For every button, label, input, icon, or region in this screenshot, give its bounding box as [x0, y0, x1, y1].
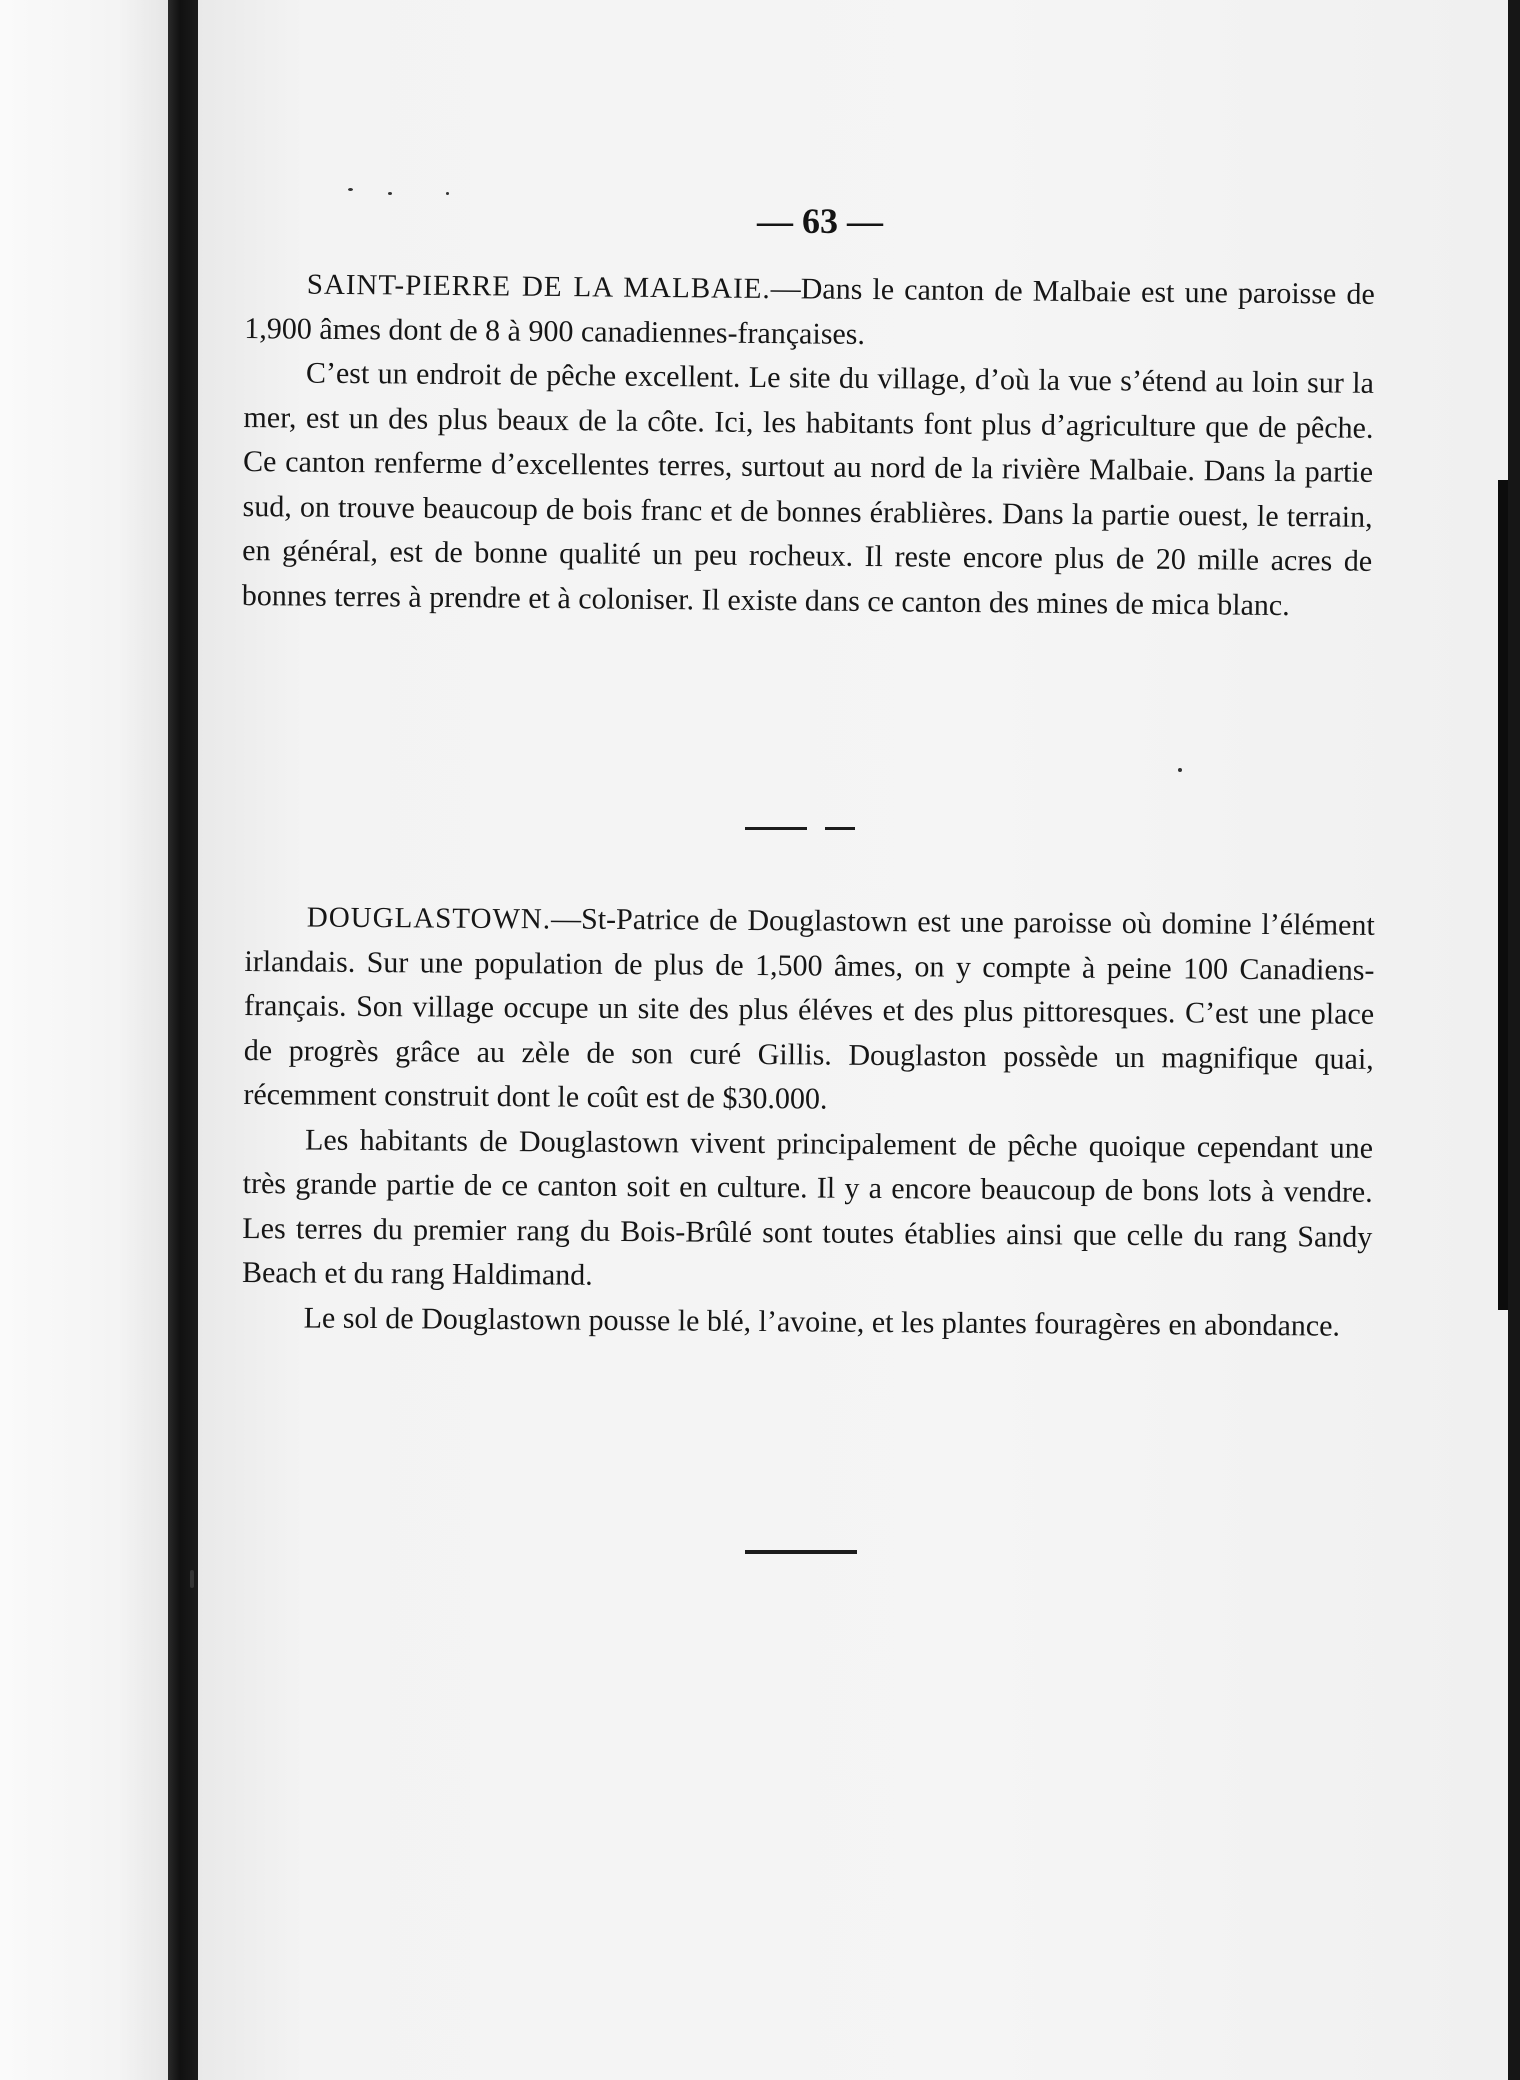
- ink-speck: [348, 188, 353, 191]
- section-paragraph: [243, 895, 1375, 1126]
- divider-dash: [825, 827, 855, 830]
- section-douglastown: [242, 895, 1375, 1349]
- section-lead-text: —Dans le canton de Malbaie est une paroisse de 1,900 âmes dont de 8 à 900 canadiennes-françaises.: [244, 272, 1375, 351]
- book-spine: [168, 0, 198, 2080]
- ink-speck: [446, 192, 449, 195]
- page-number: — 63 —: [757, 201, 883, 241]
- ink-speck: [190, 1570, 194, 1588]
- section-divider: [745, 817, 855, 841]
- ink-speck: [1178, 768, 1182, 772]
- section-paragraph: Le sol de Douglastown pousse le blé, l’avoine, et les plantes fouragères en abondance.: [303, 1300, 1341, 1343]
- section-paragraph: C’est un endroit de pêche excellent. Le site du village, d’où la vue s’étend au loin sur la mer, est un des plus beaux de la côte. Ici, les habitants font plus d’agriculture que de pêche. Ce canton renferme d’excellentes terres, surtout au nord de la rivière Malbaie. Dans la partie sud, on trouve beaucoup de bois franc et de bonnes érablières. Dans la partie ouest, le terrain, en général, est de bonne qualité un peu rocheux. Il reste encore plus de 20 mille acres de bonnes terres à prendre et à coloniser. Il existe dans ce canton des mines de mica blanc.: [241, 356, 1375, 622]
- end-rule: [745, 1550, 857, 1554]
- section-paragraph: Les habitants de Douglastown vivent principalement de pêche quoique cependant une très grande partie de ce canton soit en culture. Il y a encore beaucoup de bons lots à vendre. Les terres du premier rang du Bois-Brûlé sont toutes établies ainsi que celle du rang Sandy Beach et du rang Haldimand.: [241, 1122, 1374, 1292]
- section-heading: SAINT-PIERRE DE LA MALBAIE.: [306, 268, 771, 306]
- section-lead-text: —St-Patrice de Douglastown est une paroisse où domine l’élément irlandais. Sur une population de plus de 1,500 âmes, on y compte à peine 100 Canadiens-français. Son village occupe un site des plus éléves et des plus pittoresques. C’est une place de progrès grâce au zèle de son curé Gillis. Douglaston possède un magnifique quai, récemment construit dont le coût est de $30.000.: [243, 902, 1375, 1116]
- left-page-margin: [0, 0, 168, 2080]
- section-paragraph: [244, 262, 1375, 362]
- right-page-edge: [1508, 0, 1520, 2080]
- section-heading: DOUGLASTOWN.: [306, 901, 552, 936]
- section-saint-pierre: [242, 262, 1375, 629]
- ink-speck: [388, 192, 392, 195]
- divider-dash: [745, 827, 807, 830]
